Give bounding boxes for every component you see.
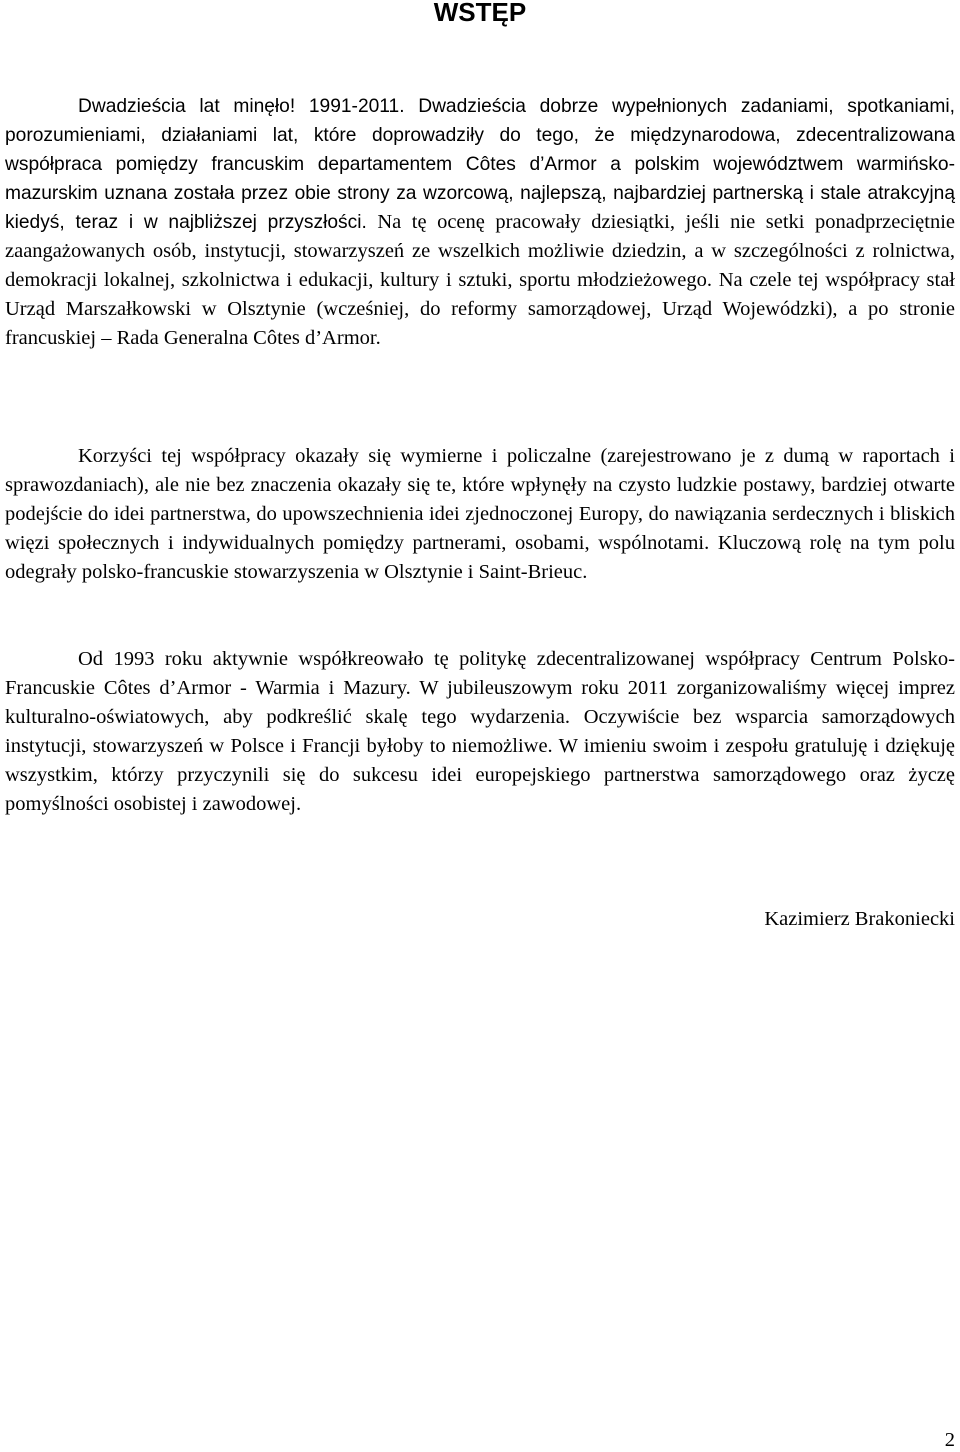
paragraph-1-serif-part: Na tę ocenę pracowały dziesiątki, jeśli nie setki ponadprzeciętnie zaangażowanych osób, instytucji, stowarzyszeń ze wszelkich możliwie dziedzin, a w szczególności z rolnictwa, demokracji lokalnej, szkolnictwa i edukacji, kultury i sztuki, sportu młodzieżowego. Na czele tej współpracy stał Urząd Marszałkowski w Olsztynie (wcześniej, do reformy samorządowej, Urząd Wojewódzki), a po stronie francuskiej – Rada Generalna Côtes d’Armor. xyxy=(5,211,955,349)
paragraph-1 xyxy=(5,92,955,353)
paragraph-3-text: Od 1993 roku aktywnie współkreowało tę politykę zdecentralizowanej współpracy Centrum Polsko-Francuskie Côtes d’Armor - Warmia i Mazury. W jubileuszowym roku 2011 zorganizowaliśmy więcej imprez kulturalno-oświatowych, aby podkreślić skalę tego wydarzenia. Oczywiście bez wsparcia samorządowych instytucji, stowarzyszeń w Polsce i Francji byłoby to niemożliwe. W imieniu swoim i zespołu gratuluję i dziękuję wszystkim, którzy przyczynili się do sukcesu idei europejskiego partnerstwa samorządowego oraz życzę pomyślności osobistej i zawodowej. xyxy=(5,648,955,815)
paragraph-3 xyxy=(5,645,955,819)
signature: Kazimierz Brakoniecki xyxy=(764,908,955,930)
page-title: WSTĘP xyxy=(433,0,527,27)
paragraph-2 xyxy=(5,442,955,587)
page-number: 2 xyxy=(944,1429,955,1451)
paragraph-1-sans-part: Dwadzieścia lat minęło! 1991-2011. Dwadzieścia dobrze wypełnionych zadaniami, spotkaniami, porozumieniami, działaniami lat, które doprowadziły do tego, że międzynarodowa, zdecentralizowana współpraca pomiędzy francuskim departamentem Côtes d’Armor a polskim województwem warmińsko-mazurskim uznana została przez obie strony za wzorcową, najlepszą, najbardziej partnerską i stale atrakcyjną kiedyś, teraz i w najbliższej przyszłości. xyxy=(5,96,955,233)
paragraph-2-text: Korzyści tej współpracy okazały się wymierne i policzalne (zarejestrowano je z dumą w raportach i sprawozdaniach), ale nie bez znaczenia okazały się te, które wpłynęły na czysto ludzkie postawy, bardziej otwarte podejście do idei partnerstwa, do upowszechnienia idei zjednoczonej Europy, do nawiązania serdecznych i bliskich więzi społecznych i indywidualnych pomiędzy partnerami, osobami, wspólnotami. Kluczową rolę na tym polu odegrały polsko-francuskie stowarzyszenia w Olsztynie i Saint-Brieuc. xyxy=(5,445,955,583)
